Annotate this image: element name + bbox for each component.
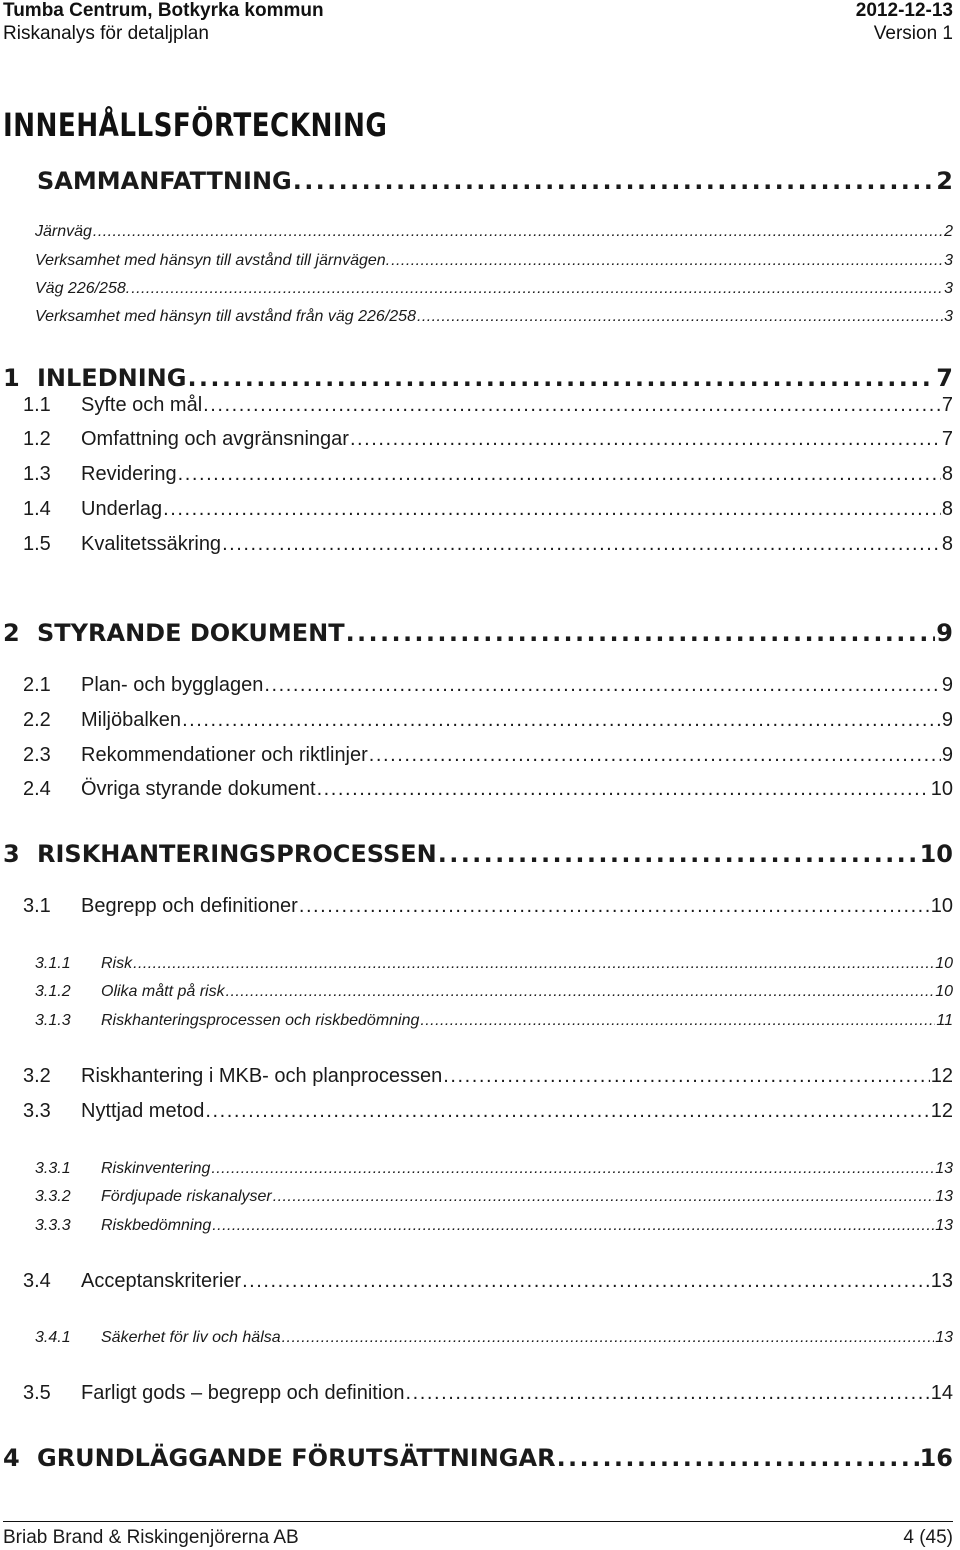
- toc-entry-page: 8: [941, 463, 953, 485]
- header-version: Version 1: [873, 23, 953, 44]
- toc-dot-leader: [350, 427, 941, 451]
- toc-entry-page: 2: [936, 166, 953, 195]
- toc-entry[interactable]: [23, 497, 953, 521]
- toc-dot-leader: [131, 279, 943, 298]
- toc-entry-number: 3.3.1: [35, 1159, 71, 1177]
- toc-dot-leader: [211, 1159, 934, 1178]
- toc-entry[interactable]: [3, 167, 953, 196]
- toc-entry-page: 10: [930, 778, 953, 800]
- toc-entry-page: 12: [930, 1065, 953, 1087]
- toc-entry[interactable]: [35, 251, 953, 270]
- toc-entry-page: 13: [930, 1270, 953, 1292]
- toc-dot-leader: [264, 673, 941, 697]
- toc-entry-number: 3.3.3: [35, 1216, 71, 1234]
- toc-entry-title: Verksamhet med hänsyn till avstånd till järnvägen.: [35, 251, 391, 269]
- toc-entry-page: 3: [944, 279, 953, 297]
- toc-dot-leader: [443, 1064, 929, 1088]
- toc-entry-page: 16: [919, 1443, 953, 1472]
- toc-dot-leader: [203, 393, 941, 417]
- toc-title: INNEHÅLLSFÖRTECKNING: [3, 106, 388, 144]
- toc-entry-number: 1.2: [23, 428, 51, 450]
- toc-entry-page: 7: [941, 428, 953, 450]
- toc-entry-number: 3.4: [23, 1270, 51, 1292]
- toc-entry-title: Övriga styrande dokument: [81, 778, 316, 800]
- toc-dot-leader: [299, 894, 930, 918]
- toc-entry-number: 2.2: [23, 709, 51, 731]
- toc-entry-number: 3.2: [23, 1065, 51, 1087]
- toc-dot-leader: [420, 1011, 935, 1030]
- toc-entry[interactable]: [23, 462, 953, 486]
- toc-dot-leader: [242, 1269, 930, 1293]
- toc-entry-page: 3: [944, 251, 953, 269]
- toc-entry[interactable]: [23, 393, 953, 417]
- toc-dot-leader: [282, 1328, 935, 1347]
- toc-entry-page: 13: [935, 1216, 953, 1234]
- toc-dot-leader: [205, 1099, 929, 1123]
- header-doc-title: Riskanalys för detaljplan: [3, 23, 209, 44]
- toc-entry-number: 3: [3, 839, 20, 868]
- toc-entry[interactable]: [23, 1064, 953, 1088]
- toc-entry-page: 13: [935, 1328, 953, 1346]
- toc-entry-title: Riskhantering i MKB- och planprocessen: [81, 1065, 443, 1087]
- toc-dot-leader: [273, 1187, 934, 1206]
- toc-entry-page: 7: [941, 394, 953, 416]
- toc-entry-title: Riskbedömning: [101, 1216, 212, 1234]
- toc-entry-page: 2: [944, 222, 953, 240]
- toc-entry-number: 2.1: [23, 674, 51, 696]
- toc-entry-title: Underlag: [81, 498, 163, 520]
- toc-entry-number: 3.3.2: [35, 1187, 71, 1205]
- toc-entry-page: 3: [944, 307, 953, 325]
- toc-dot-leader: [222, 532, 941, 556]
- toc-entry-page: 9: [941, 674, 953, 696]
- footer-company: Briab Brand & Riskingenjörerna AB: [3, 1527, 299, 1548]
- toc-entry-page: 7: [936, 363, 953, 392]
- running-header-line-2: [3, 23, 953, 45]
- toc-entry[interactable]: [23, 532, 953, 556]
- toc-entry[interactable]: [23, 673, 953, 697]
- toc-entry-number: 3.5: [23, 1382, 51, 1404]
- toc-entry-page: 10: [930, 895, 953, 917]
- toc-entry-number: 3.1: [23, 895, 51, 917]
- toc-entry-page: 12: [930, 1100, 953, 1122]
- toc-entry[interactable]: [35, 222, 953, 241]
- toc-entry[interactable]: [23, 894, 953, 918]
- toc-entry-number: 1.4: [23, 498, 51, 520]
- toc-entry-number: 1.1: [23, 394, 51, 416]
- header-date: 2012-12-13: [855, 0, 953, 21]
- toc-entry-page: 8: [941, 533, 953, 555]
- toc-entry-page: 10: [935, 982, 953, 1000]
- toc-entry-page: 13: [935, 1187, 953, 1205]
- toc-dot-leader: [93, 222, 943, 241]
- toc-entry-title: Väg 226/258.: [35, 279, 131, 297]
- toc-entry-page: 13: [935, 1159, 953, 1177]
- footer: [3, 1527, 953, 1549]
- toc-entry-title: Risk: [101, 954, 133, 972]
- toc-dot-leader: [226, 982, 935, 1001]
- toc-dot-leader: [212, 1216, 934, 1235]
- toc-entry[interactable]: [23, 777, 953, 801]
- toc-entry-title: Riskinventering: [101, 1159, 211, 1177]
- toc-entry[interactable]: [23, 1381, 953, 1405]
- toc-dot-leader: [369, 743, 941, 767]
- toc-entry-page: 11: [936, 1011, 953, 1029]
- toc-entry[interactable]: [35, 982, 953, 1001]
- toc-entry-title: Säkerhet för liv och hälsa: [101, 1328, 281, 1346]
- toc-entry-page: 9: [936, 618, 953, 647]
- toc-entry-title: Omfattning och avgränsningar: [81, 428, 349, 450]
- toc-entry[interactable]: [23, 708, 953, 732]
- toc-entry[interactable]: [3, 1444, 953, 1473]
- toc-entry-title: Begrepp och definitioner: [81, 895, 298, 917]
- footer-page-number: 4 (45): [903, 1527, 953, 1548]
- running-header-line-1: [3, 0, 953, 22]
- toc-entry-page: 8: [941, 498, 953, 520]
- toc-entry-number: 3.1.3: [35, 1011, 71, 1029]
- toc-dot-leader: [187, 364, 935, 393]
- toc-entry[interactable]: [35, 279, 953, 298]
- toc-dot-leader: [178, 462, 941, 486]
- toc-entry-page: 9: [941, 709, 953, 731]
- toc-entry-number: 3.4.1: [35, 1328, 71, 1346]
- footer-divider: [3, 1521, 953, 1522]
- toc-dot-leader: [438, 840, 919, 869]
- toc-entry-title: Riskhanteringsprocessen och riskbedömning: [101, 1011, 420, 1029]
- toc-dot-leader: [417, 307, 943, 326]
- toc-entry-number: 1: [3, 363, 20, 392]
- toc-dot-leader: [391, 251, 943, 270]
- toc-entry[interactable]: [23, 1269, 953, 1293]
- toc-entry-title: RISKHANTERINGSPROCESSEN: [37, 839, 437, 868]
- toc-entry-number: 3.3: [23, 1100, 51, 1122]
- toc-entry[interactable]: [3, 840, 953, 869]
- toc-entry-title: Revidering: [81, 463, 177, 485]
- toc-entry-title: Järnväg: [35, 222, 92, 240]
- toc-entry[interactable]: [23, 1099, 953, 1123]
- toc-entry[interactable]: [35, 1328, 953, 1347]
- toc-entry-title: Miljöbalken: [81, 709, 182, 731]
- toc-entry-number: 2: [3, 618, 20, 647]
- toc-entry-title: Plan- och bygglagen: [81, 674, 264, 696]
- toc-dot-leader: [163, 497, 941, 521]
- toc-entry-number: 2.4: [23, 778, 51, 800]
- toc-entry[interactable]: [23, 427, 953, 451]
- toc-entry[interactable]: [35, 1187, 953, 1206]
- toc-entry-title: Farligt gods – begrepp och definition: [81, 1382, 405, 1404]
- toc-dot-leader: [346, 619, 936, 648]
- toc-entry-page: 14: [930, 1382, 953, 1404]
- toc-entry-number: 2.3: [23, 744, 51, 766]
- toc-entry[interactable]: [35, 307, 953, 326]
- toc-entry-page: 10: [935, 954, 953, 972]
- toc-dot-leader: [293, 167, 936, 196]
- toc-entry-number: 3.1.2: [35, 982, 71, 1000]
- toc-entry-page: 9: [941, 744, 953, 766]
- toc-entry-title: Acceptanskriterier: [81, 1270, 242, 1292]
- toc-entry[interactable]: [23, 743, 953, 767]
- toc-entry[interactable]: [35, 1011, 953, 1030]
- toc-entry[interactable]: [35, 954, 953, 973]
- toc-entry-title: Rekommendationer och riktlinjer: [81, 744, 368, 766]
- toc-entry-number: 4: [3, 1443, 20, 1472]
- toc-entry-title: INLEDNING: [37, 363, 187, 392]
- toc-entry[interactable]: [35, 1159, 953, 1178]
- toc-entry-title: GRUNDLÄGGANDE FÖRUTSÄTTNINGAR: [37, 1443, 556, 1472]
- toc-dot-leader: [317, 777, 930, 801]
- toc-entry[interactable]: [35, 1216, 953, 1235]
- toc-entry-title: Syfte och mål: [81, 394, 203, 416]
- toc-entry-page: 10: [919, 839, 953, 868]
- toc-dot-leader: [557, 1444, 919, 1473]
- toc-entry-title: Verksamhet med hänsyn till avstånd från väg 226/258: [35, 307, 416, 325]
- toc-entry-number: 1.3: [23, 463, 51, 485]
- toc-dot-leader: [406, 1381, 930, 1405]
- toc-entry-title: SAMMANFATTNING: [37, 166, 292, 195]
- toc-entry[interactable]: [3, 619, 953, 648]
- toc-entry[interactable]: [3, 364, 953, 393]
- toc-entry-number: 1.5: [23, 533, 51, 555]
- toc-entry-title: Kvalitetssäkring: [81, 533, 222, 555]
- toc-entry-title: Nyttjad metod: [81, 1100, 205, 1122]
- header-org: Tumba Centrum, Botkyrka kommun: [3, 0, 324, 21]
- toc-entry-title: Olika mått på risk: [101, 982, 225, 1000]
- toc-entry-title: STYRANDE DOKUMENT: [37, 618, 345, 647]
- toc-dot-leader: [182, 708, 941, 732]
- toc-entry-number: 3.1.1: [35, 954, 71, 972]
- toc-entry-title: Fördjupade riskanalyser: [101, 1187, 272, 1205]
- toc-dot-leader: [133, 954, 934, 973]
